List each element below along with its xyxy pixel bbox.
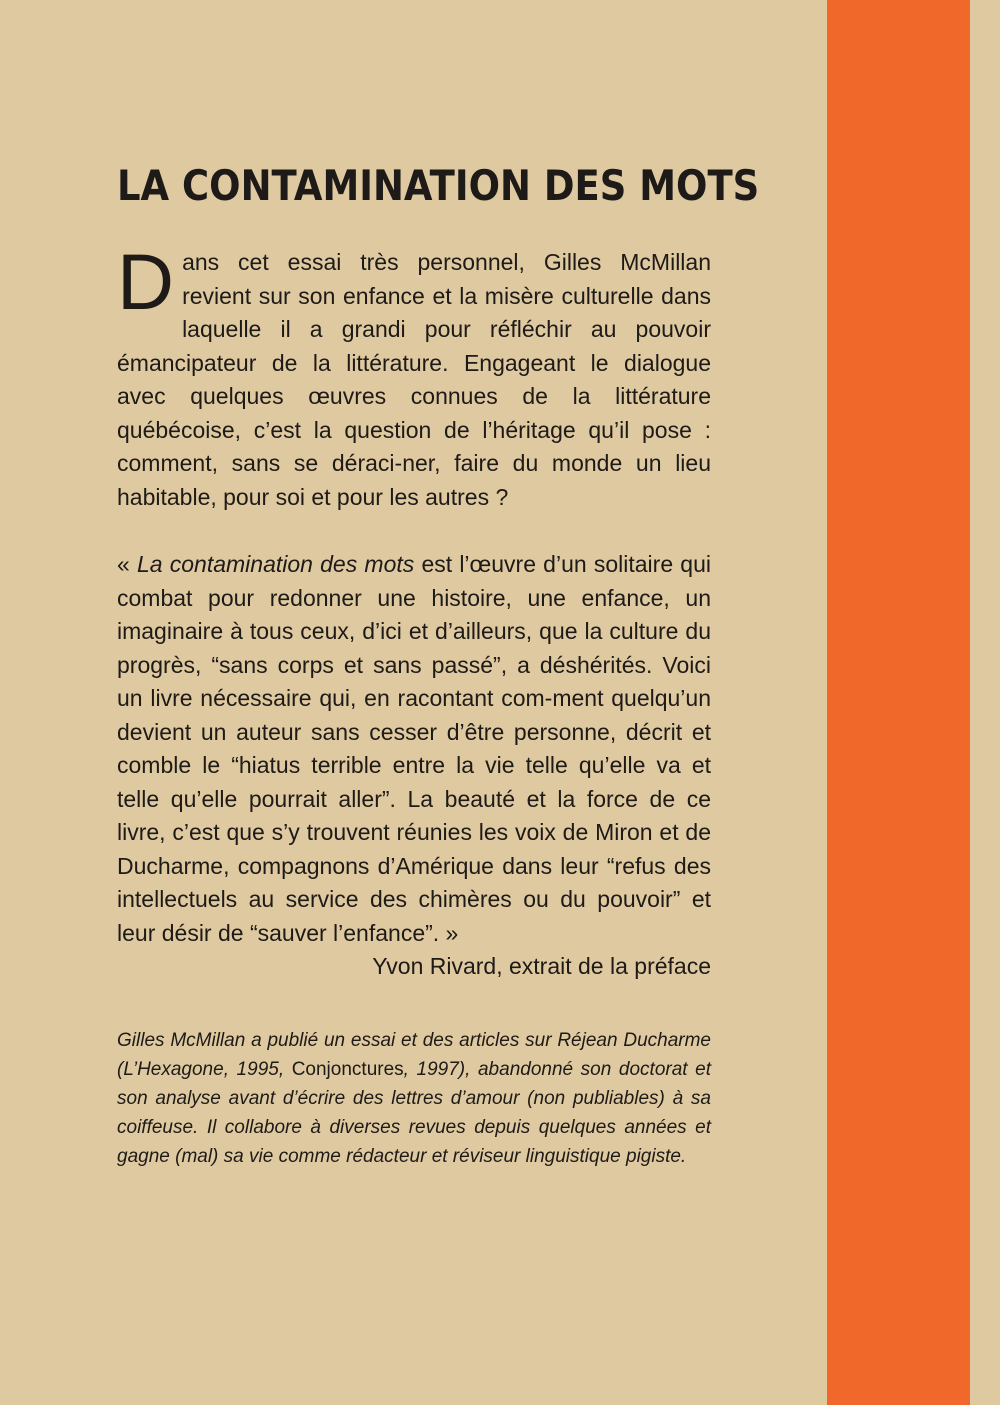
orange-side-band [827, 0, 970, 1405]
bio-text-2: Conjonctures [291, 1058, 404, 1080]
bio-text-3: , 1997), abandonné son doctorat et son analyse avant d’écrire des lettres d’amour (non publiables) à sa coiffeuse. Il collabore à diverses revues depuis quelques années et gagne (mal) sa vie comme rédacteur et réviseur linguistique pigiste. [117, 1058, 711, 1167]
preface-quote [117, 548, 711, 950]
book-title: LA CONTAMINATION DES MOTS [117, 161, 760, 210]
bio-text-1: Gilles McMillan a publié un essai et des articles sur Réjean Ducharme (L’Hexagone, 1995, [117, 1029, 711, 1080]
intro-text: ans cet essai très personnel, Gilles McMillan revient sur son enfance et la misère culturelle dans laquelle il a grandi pour réfléchir au pouvoir émancipateur de la littérature. Engageant le dialogue avec quelques œuvres connues de la littérature québécoise, c’est la question de l’héritage qu’il pose : comment, sans se déraci-ner, faire du monde un lieu habitable, pour soi et pour les autres ? [117, 249, 711, 510]
quote-book-title: La contamination des mots [136, 551, 415, 577]
drop-cap: D [117, 237, 175, 326]
intro-paragraph [117, 237, 711, 514]
quote-text: est l’œuvre d’un solitaire qui combat pour redonner une histoire, une enfance, un imaginaire à tous ceux, d’ici et d’ailleurs, que la culture du progrès, “sans corps et sans passé”, a déshérités. Voici un livre nécessaire qui, en racontant com-ment quelqu’un devient un auteur sans cesser d’être personne, décrit et comble le “hiatus terrible entre la vie telle qu’elle va et telle qu’elle pourrait aller”. La beauté et la force de ce livre, c’est que s’y trouvent réunies les voix de Miron et de Ducharme, compagnons d’Amérique dans leur “refus des intellectuels au service des chimères ou du pouvoir” et leur désir de “sauver l’enfance”. » [117, 551, 711, 946]
author-bio [117, 1026, 711, 1171]
summary-section [117, 237, 711, 950]
quote-open-mark: « [117, 551, 137, 577]
quote-attribution: Yvon Rivard, extrait de la préface [372, 953, 711, 979]
cover-text-block [117, 160, 760, 1190]
